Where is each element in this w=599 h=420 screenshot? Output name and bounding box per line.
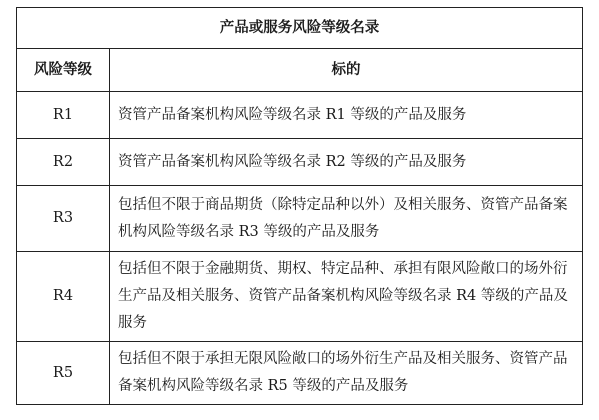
table-title: 产品或服务风险等级名录 <box>17 8 583 49</box>
table-row <box>17 92 583 139</box>
table-row <box>17 252 583 342</box>
risk-level-cell: R3 <box>17 186 110 252</box>
risk-level-table <box>16 7 583 405</box>
risk-level-cell: R1 <box>17 92 110 139</box>
table-row <box>17 342 583 405</box>
target-description-cell: 包括但不限于商品期货（除特定品种以外）及相关服务、资管产品备案机构风险等级名录 R3 等级的产品及服务 <box>110 186 583 252</box>
table-header-row <box>17 49 583 92</box>
column-header-target: 标的 <box>110 49 583 92</box>
target-description-cell: 包括但不限于承担无限风险敞口的场外衍生产品及相关服务、资管产品备案机构风险等级名录 R5 等级的产品及服务 <box>110 342 583 405</box>
table-title-row <box>17 8 583 49</box>
table-row <box>17 139 583 186</box>
target-description-cell: 资管产品备案机构风险等级名录 R2 等级的产品及服务 <box>110 139 583 186</box>
risk-level-cell: R5 <box>17 342 110 405</box>
risk-level-cell: R4 <box>17 252 110 342</box>
target-description-cell: 资管产品备案机构风险等级名录 R1 等级的产品及服务 <box>110 92 583 139</box>
risk-level-cell: R2 <box>17 139 110 186</box>
table-row <box>17 186 583 252</box>
target-description-cell: 包括但不限于金融期货、期权、特定品种、承担有限风险敞口的场外衍生产品及相关服务、资管产品备案机构风险等级名录 R4 等级的产品及服务 <box>110 252 583 342</box>
column-header-level: 风险等级 <box>17 49 110 92</box>
